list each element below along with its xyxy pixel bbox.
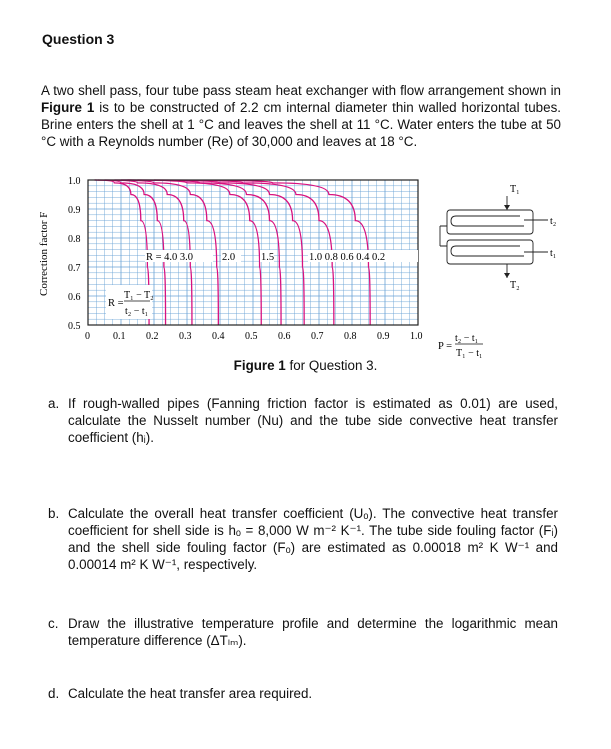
question-d — [48, 685, 558, 702]
lower-shell — [447, 240, 533, 264]
question-a-label: a. — [48, 396, 60, 411]
y-tick-label: 0.5 — [68, 321, 81, 332]
question-a — [48, 395, 558, 446]
y-tick-label: 0.8 — [68, 234, 81, 245]
r-label-1-to-0-2: 1.0 0.8 0.6 0.4 0.2 — [309, 252, 386, 263]
intro-paragraph — [41, 82, 561, 150]
question-b — [48, 505, 558, 573]
y-tick-label: 0.6 — [68, 292, 81, 303]
r-label-2: 2.0 — [222, 252, 236, 263]
question-a-text: If rough-walled pipes (Fanning friction factor is estimated as 0.01) are used, calculate the Nusselt number (Nu) and the tube side convective heat transfer coefficient (hᵢ). — [68, 396, 558, 445]
y-tick-label: 1.0 — [68, 176, 81, 187]
intro-text-2: is to be constructed of 2.2 cm internal diameter thin walled horizontal tubes. Brine enters the shell at 1 °C and leaves the shell at 11 °C. Water enters the tube at 50 °C with a Reynolds number (Re) of 30,000 and leaves at 18 °C. — [41, 100, 561, 149]
caption-text: for Question 3. — [285, 358, 378, 373]
question-c-text: Draw the illustrative temperature profile and determine the logarithmic mean temperature difference (ΔTₗₘ). — [68, 616, 558, 648]
x-tick-label: 0.5 — [245, 331, 258, 342]
r-def-lhs: R = — [108, 298, 124, 309]
r-label-4-3: R = 4.0 3.0 — [146, 252, 194, 263]
intro-text-1: A two shell pass, four tube pass steam heat exchanger with flow arrangement shown in — [41, 83, 561, 98]
exch-t2: t₂ — [550, 216, 557, 227]
figure-reference: Figure 1 — [41, 100, 95, 115]
x-tick-label: 0.7 — [311, 331, 324, 342]
question-title: Question 3 — [42, 31, 115, 47]
x-tick-label: 0.1 — [113, 331, 126, 342]
y-axis-label: Correction factor F — [38, 211, 50, 296]
question-d-label: d. — [48, 686, 60, 701]
question-b-text: Calculate the overall heat transfer coefficient (Uₒ). The convective heat transfer coefficient for shell side is hₒ = 8,000 W m⁻² K⁻¹. The tube side fouling factor (Fᵢ) and the shell side fouling factor (Fₒ) are estimated as 0.00018 m² K W⁻¹ and 0.00014 m² K W⁻¹, respectively. — [68, 506, 558, 572]
x-tick-label: 1.0 — [410, 331, 423, 342]
connector-stubs — [440, 226, 447, 246]
correction-factor-figure — [0, 168, 611, 358]
p-def-den: T₁ − t₁ — [456, 348, 483, 358]
question-b-label: b. — [48, 506, 60, 521]
x-tick-label: 0.2 — [146, 331, 159, 342]
figure-caption — [0, 358, 611, 373]
x-tick-label: 0.9 — [377, 331, 390, 342]
x-tick-label: 0.4 — [212, 331, 225, 342]
r-def-den: t₂ − t₁ — [125, 306, 149, 317]
p-def-lhs: P = — [438, 341, 452, 352]
y-tick-label: 0.9 — [68, 205, 81, 216]
y-tick-label: 0.7 — [68, 263, 81, 274]
caption-figure-ref: Figure 1 — [233, 358, 286, 373]
x-tick-label: 0.3 — [179, 331, 192, 342]
question-d-text: Calculate the heat transfer area required. — [68, 686, 313, 701]
p-def-num: t₂ − t₁ — [455, 333, 479, 344]
r-def-num: T₁ − T₂ — [124, 290, 154, 301]
x-tick-label: 0 — [85, 331, 90, 342]
exchanger-diagram — [440, 196, 548, 278]
question-c-label: c. — [48, 616, 59, 631]
exch-t1: t₁ — [550, 248, 557, 259]
exch-T1: T₁ — [510, 184, 520, 195]
question-c — [48, 615, 558, 649]
r-label-1-5: 1.5 — [261, 252, 275, 263]
x-tick-label: 0.8 — [344, 331, 357, 342]
exch-T2: T₂ — [510, 280, 520, 291]
x-tick-label: 0.6 — [278, 331, 291, 342]
upper-shell — [447, 210, 533, 234]
